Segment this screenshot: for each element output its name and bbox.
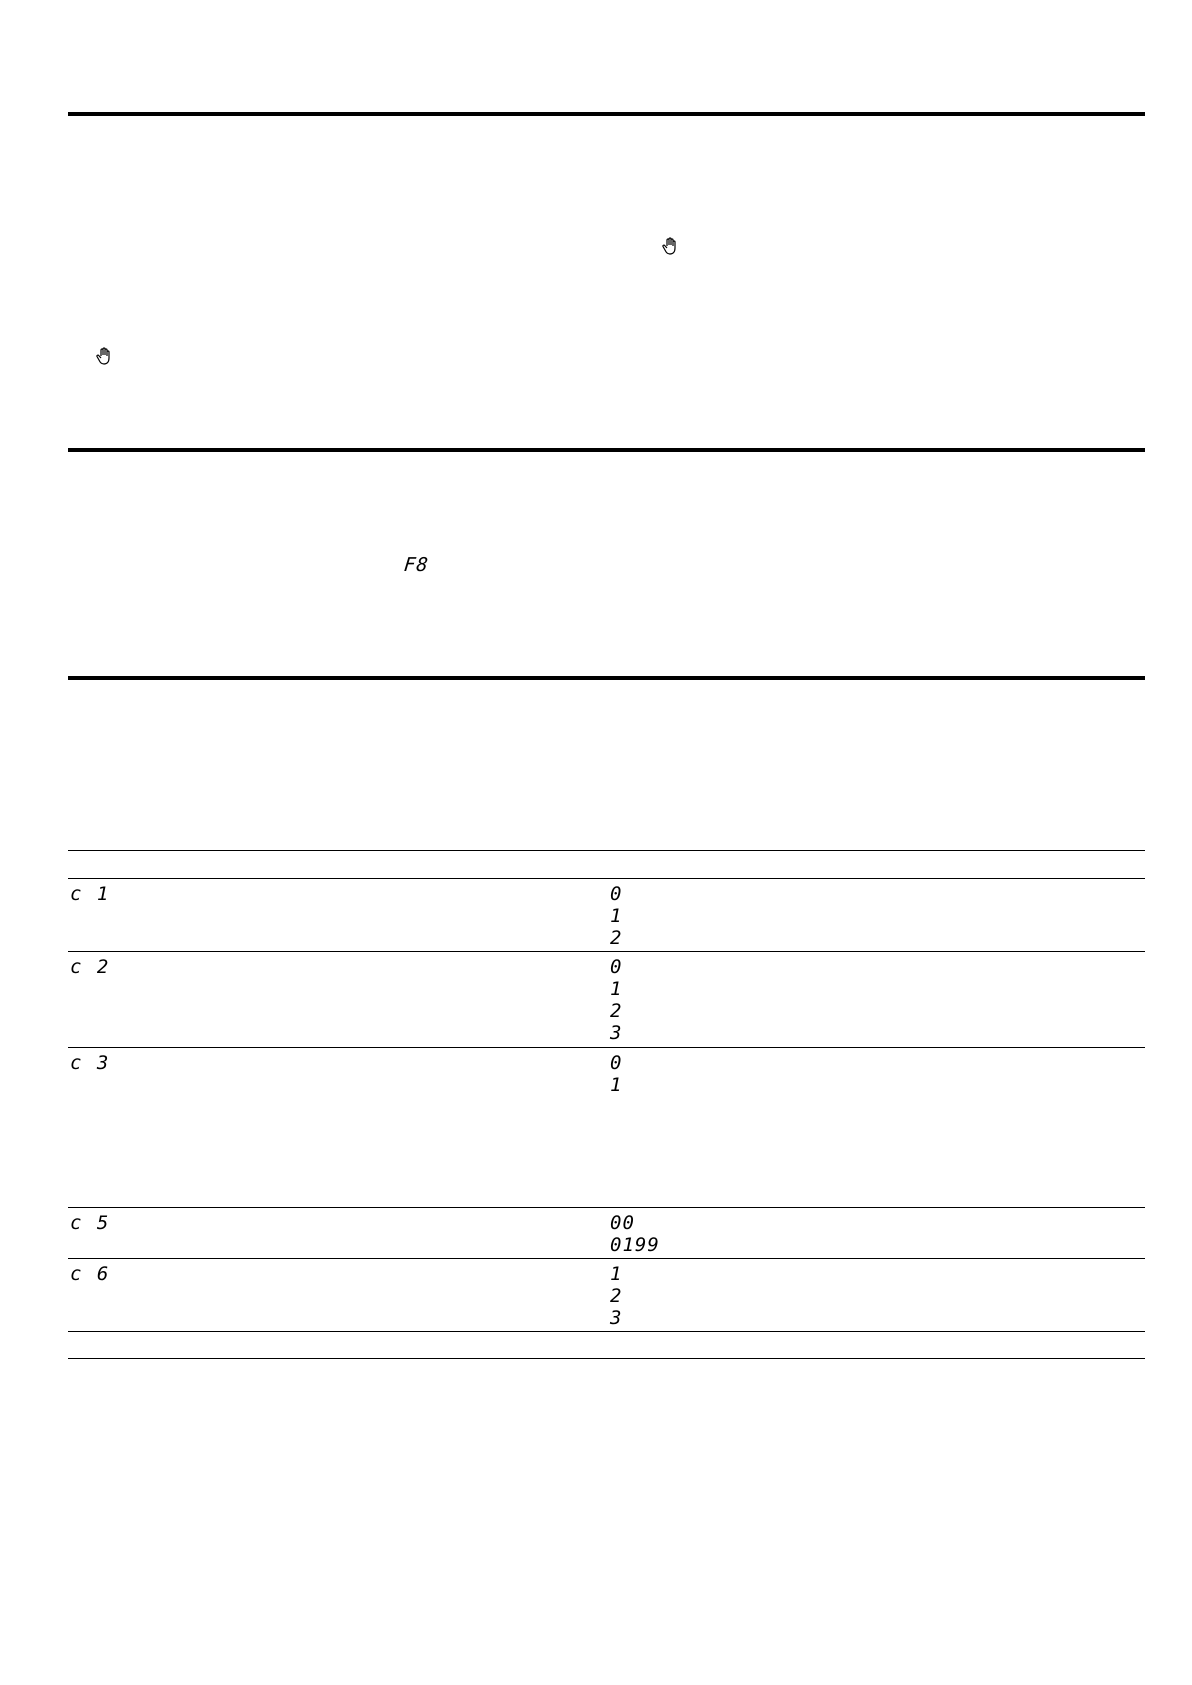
section-rule-2 xyxy=(68,448,1145,452)
setting-code: c 5 xyxy=(70,1212,111,1234)
setting-value: 0 xyxy=(610,1052,623,1074)
setting-code: c 1 xyxy=(70,883,111,905)
section-rule-3 xyxy=(68,676,1145,680)
row-divider xyxy=(68,1207,1145,1208)
table-top-rule xyxy=(68,850,1145,851)
setting-value: 1 xyxy=(610,1263,623,1285)
setting-value: 1 xyxy=(610,905,623,927)
row-divider xyxy=(68,1047,1145,1048)
setting-value: 00 xyxy=(610,1212,635,1234)
setting-value: 2 xyxy=(610,927,623,949)
setting-code: c 3 xyxy=(70,1052,111,1074)
setting-value: 0199 xyxy=(610,1234,660,1256)
setting-value: 2 xyxy=(610,1285,623,1307)
setting-values xyxy=(610,1052,622,1096)
hand-icon xyxy=(96,347,112,365)
setting-values xyxy=(610,1212,660,1256)
setting-values xyxy=(610,1263,622,1329)
row-divider xyxy=(68,951,1145,952)
row-divider xyxy=(68,1258,1145,1259)
setting-code: c 2 xyxy=(70,956,111,978)
setting-value: 0 xyxy=(610,883,623,905)
setting-value: 3 xyxy=(610,1022,623,1044)
table-bottom-rule xyxy=(68,1358,1145,1359)
setting-values xyxy=(610,883,622,949)
section-rule-1 xyxy=(68,112,1145,116)
hand-icon xyxy=(662,237,678,255)
setting-code: c 6 xyxy=(70,1263,111,1285)
setting-value: 2 xyxy=(610,1000,623,1022)
error-code-display: F8 xyxy=(402,554,431,576)
table-header-rule xyxy=(68,878,1145,879)
setting-value: 0 xyxy=(610,956,623,978)
setting-value: 3 xyxy=(610,1307,623,1329)
row-divider xyxy=(68,1331,1145,1332)
setting-value: 1 xyxy=(610,978,623,1000)
setting-values xyxy=(610,956,622,1044)
setting-value: 1 xyxy=(610,1074,623,1096)
